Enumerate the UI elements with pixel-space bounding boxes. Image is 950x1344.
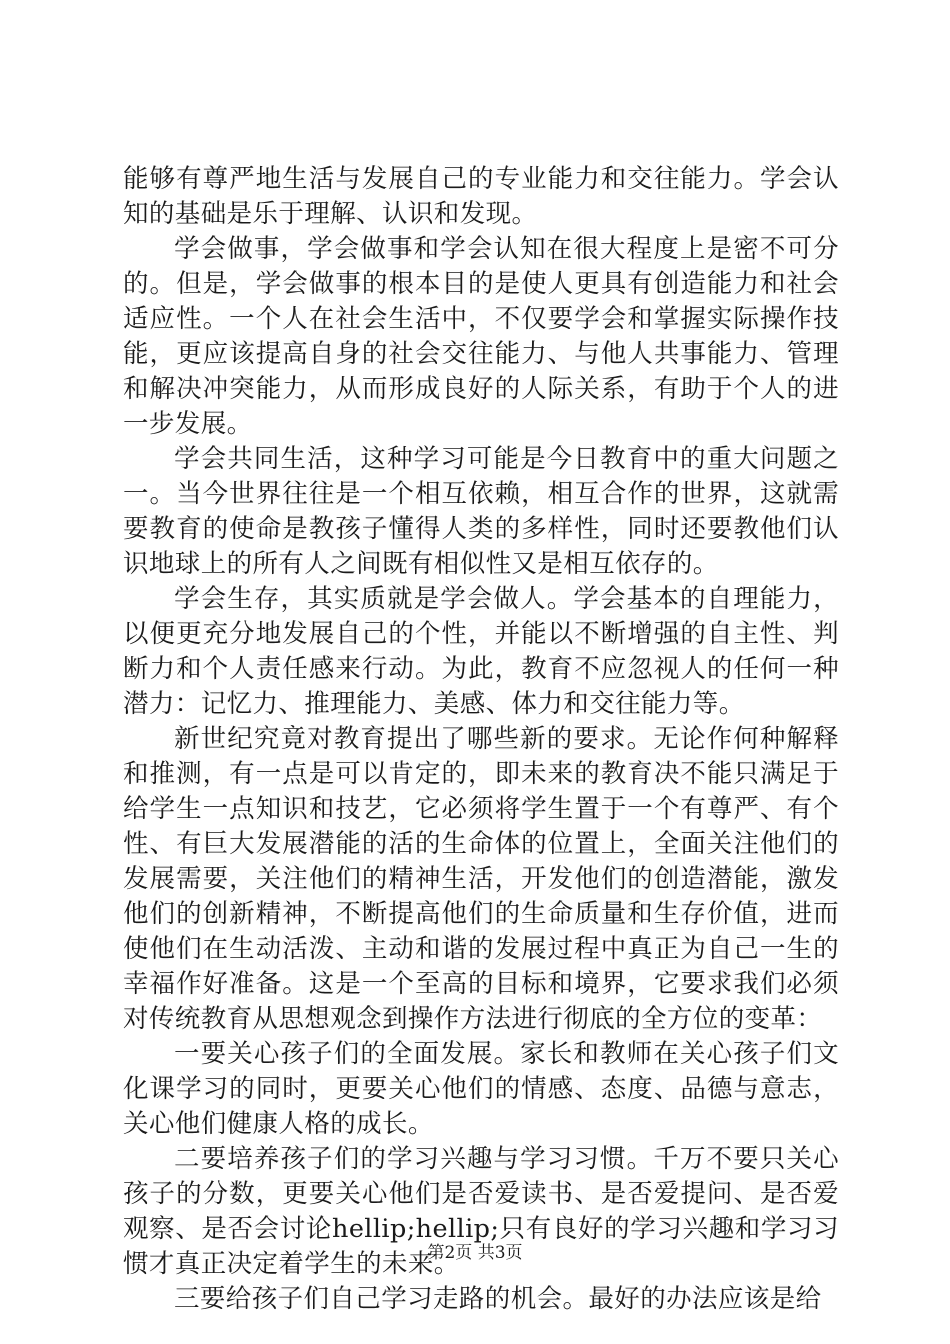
- document-body: [123, 162, 839, 1317]
- paragraph: 一要关心孩子们的全面发展。家长和教师在关心孩子们文化课学习的同时，更要关心他们的情感、态度、品德与意志，关心他们健康人格的成长。: [123, 1039, 839, 1139]
- paragraph: 能够有尊严地生活与发展自己的专业能力和交往能力。学会认知的基础是乐于理解、认识和发现。: [123, 164, 839, 229]
- paragraph: 三要给孩子们自己学习走路的机会。最好的办法应该是给: [174, 1284, 822, 1314]
- page-number-footer: 第2页 共3页: [427, 1243, 523, 1263]
- paragraph: 学会生存，其实质就是学会做人。学会基本的自理能力，以便更充分地发展自己的个性，并能以不断增强的自主性、判断力和个人责任感来行动。为此，教育不应忽视人的任何一种潜力：记忆力、推理能力、美感、体力和交往能力等。: [123, 584, 839, 719]
- paragraph: 新世纪究竟对教育提出了哪些新的要求。无论作何种解释和推测，有一点是可以肯定的，即未来的教育决不能只满足于给学生一点知识和技艺，它必须将学生置于一个有尊严、有个性、有巨大发展潜能的活的生命体的位置上，全面关注他们的发展需要，关注他们的精神生活，开发他们的创造潜能，激发他们的创新精神，不断提高他们的生命质量和生存价值，进而使他们在生动活泼、主动和谐的发展过程中真正为自己一生的幸福作好准备。这是一个至高的目标和境界，它要求我们必须对传统教育从思想观念到操作方法进行彻底的全方位的变革：: [123, 724, 839, 1034]
- paragraph: 学会做事，学会做事和学会认知在很大程度上是密不可分的。但是，学会做事的根本目的是使人更具有创造能力和社会适应性。一个人在社会生活中，不仅要学会和掌握实际操作技能，更应该提高自身的社会交往能力、与他人共事能力、管理和解决冲突能力，从而形成良好的人际关系，有助于个人的进一步发展。: [123, 234, 839, 439]
- paragraph: 二要培养孩子们的学习兴趣与学习习惯。千万不要只关心孩子的分数，更要关心他们是否爱读书、是否爱提问、是否爱观察、是否会讨论hellip;hellip;只有良好的学习兴趣和学习习惯才真正决定着学生的未来。: [123, 1144, 839, 1279]
- paragraph: 学会共同生活，这种学习可能是今日教育中的重大问题之一。当今世界往往是一个相互依赖，相互合作的世界，这就需要教育的使命是教孩子懂得人类的多样性，同时还要教他们认识地球上的所有人之间既有相似性又是相互依存的。: [123, 444, 839, 579]
